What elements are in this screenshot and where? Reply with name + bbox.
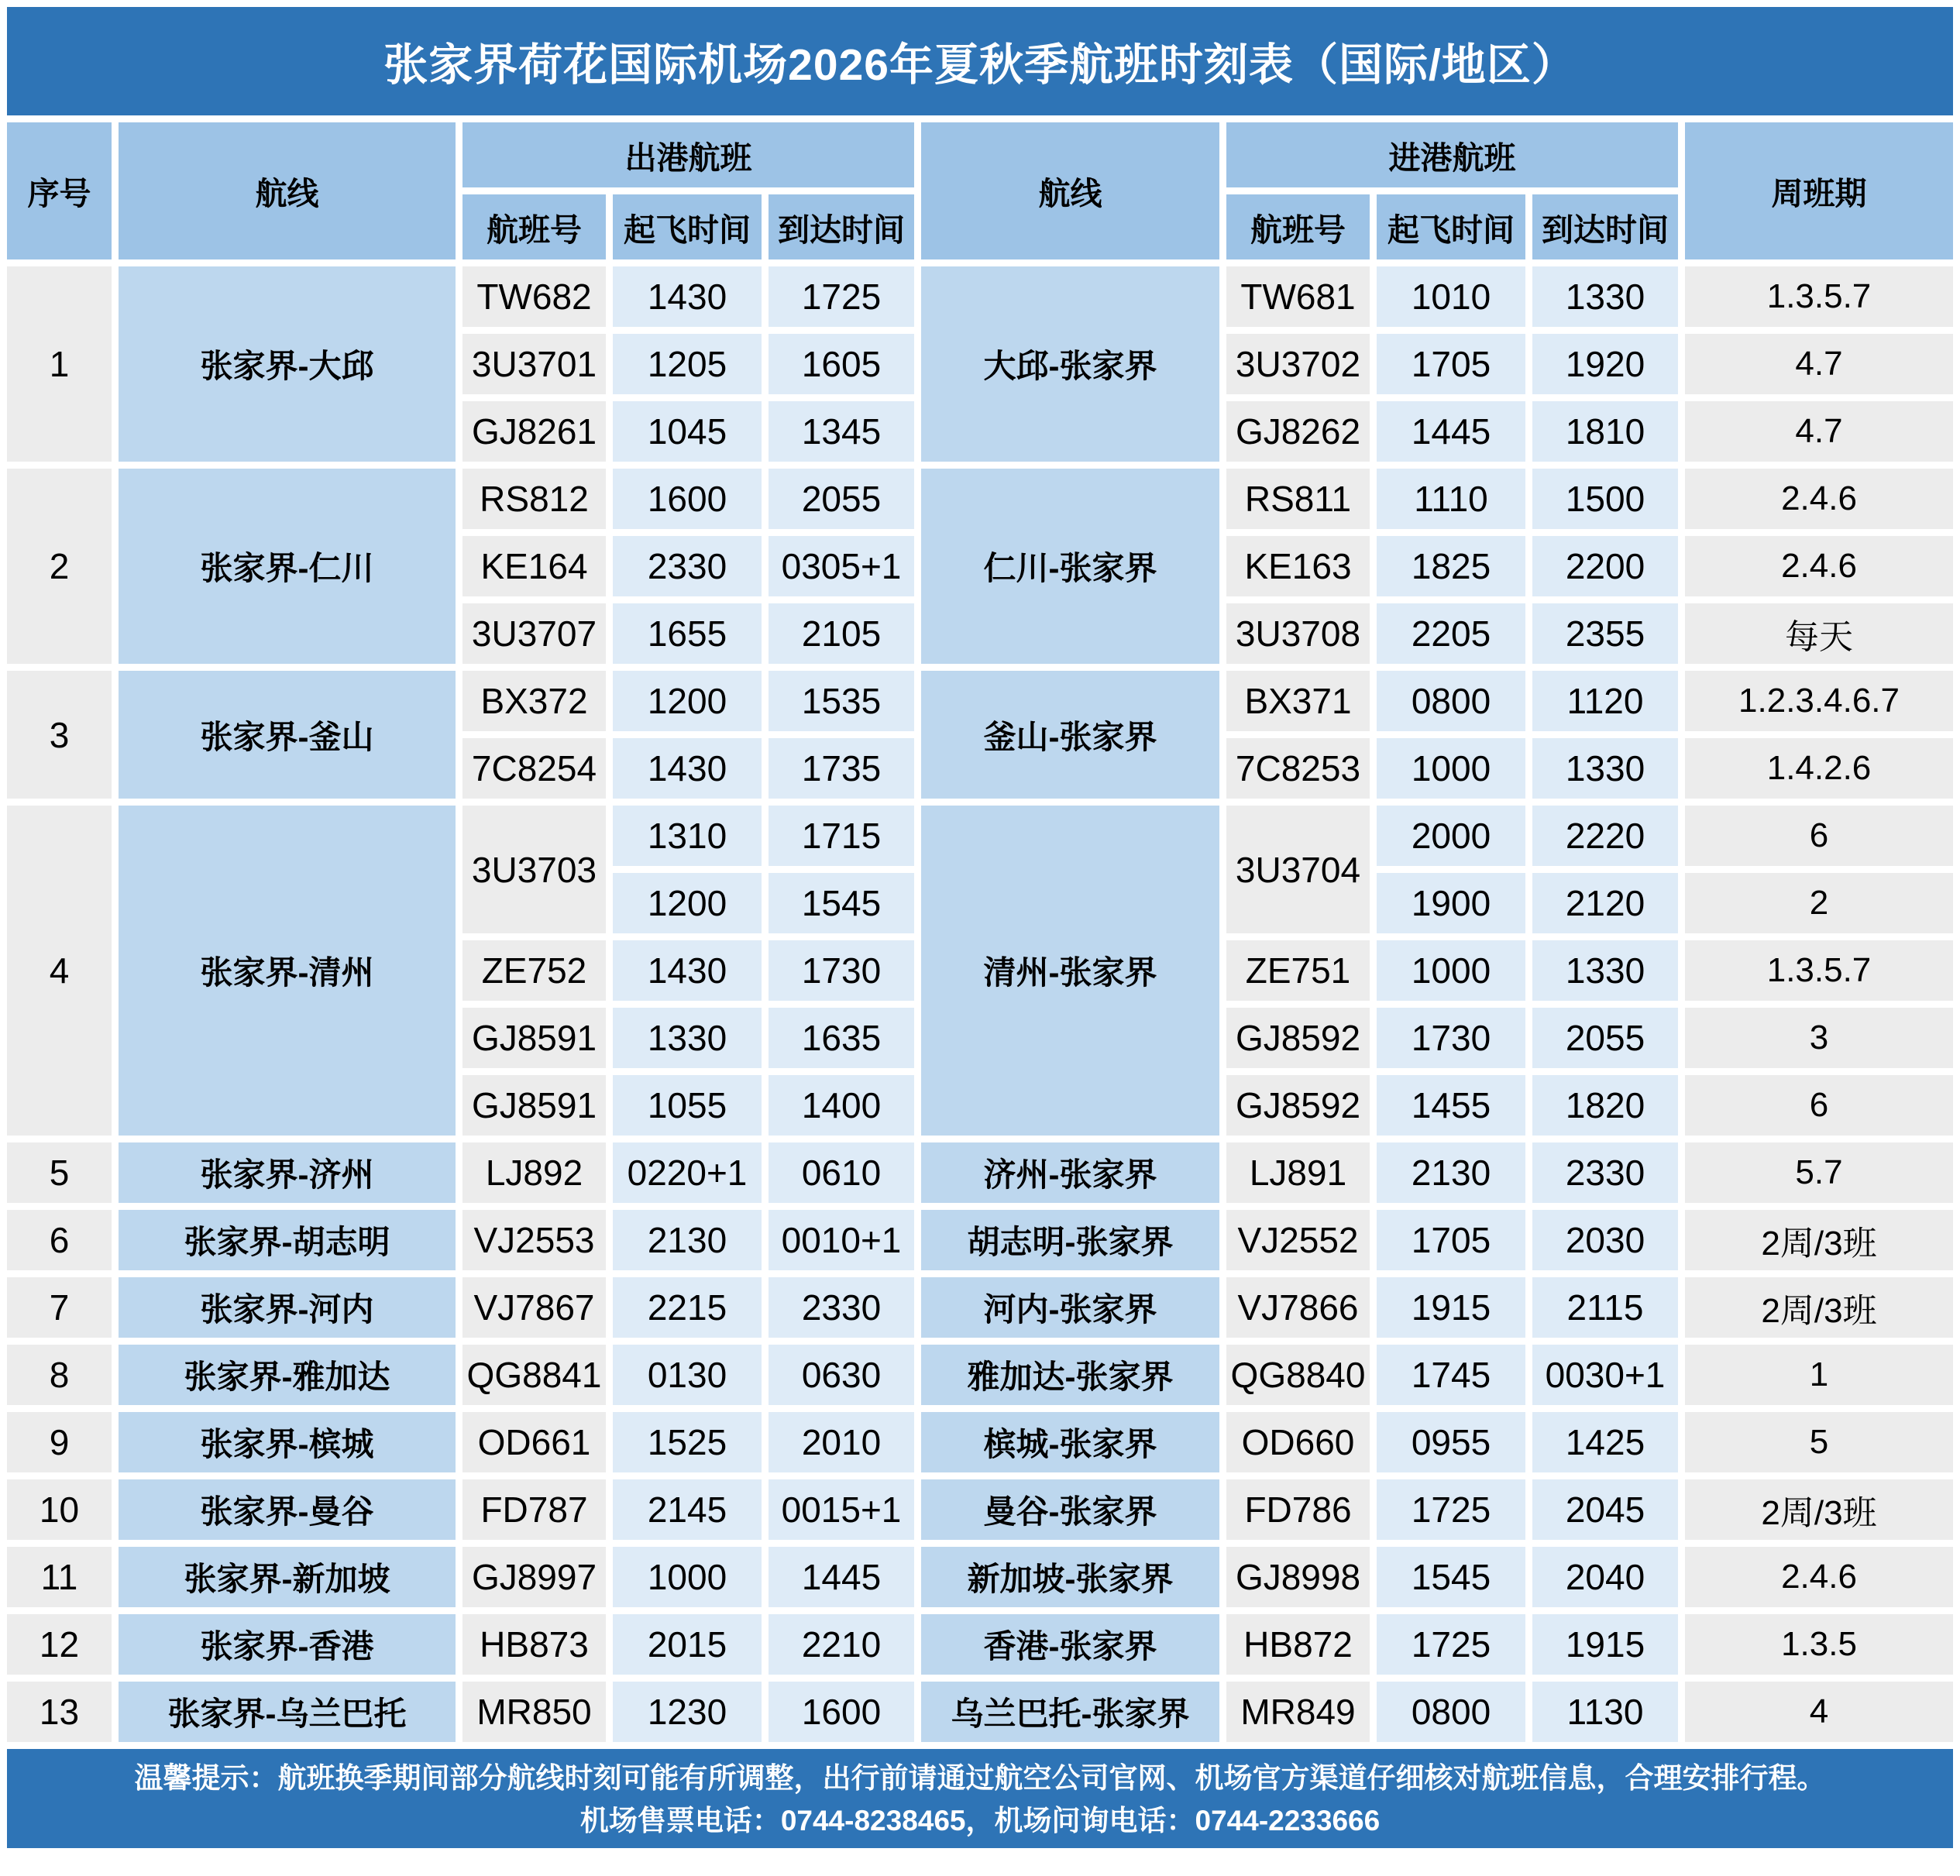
cell-route-in: 河内-张家界 [921,1277,1219,1338]
route-subrow [7,1547,1953,1607]
cell-in-dep-time: 1825 [1377,536,1525,596]
cell-in-dep-time: 2205 [1377,603,1525,664]
cell-out-arr-time: 1605 [769,334,914,394]
cell-route-in: 曼谷-张家界 [921,1479,1219,1540]
cell-in-arr-time: 1915 [1532,1614,1678,1675]
cell-weekly: 2.4.6 [1685,1547,1953,1607]
cell-in-arr-time: 1330 [1532,738,1678,799]
header-out-arr-time: 到达时间 [769,194,914,259]
cell-route-in: 香港-张家界 [921,1614,1219,1675]
cell-weekly: 2周/3班 [1685,1479,1953,1540]
cell-out-dep-time: 1655 [613,603,762,664]
cell-out-dep-time: 2215 [613,1277,762,1338]
cell-in-flight-no: GJ8998 [1226,1547,1370,1607]
cell-out-dep-time: 2130 [613,1210,762,1270]
page-title: 张家界荷花国际机场2026年夏秋季航班时刻表（国际/地区） [7,7,1953,115]
cell-out-arr-time: 0010+1 [769,1210,914,1270]
cell-out-dep-time: 1430 [613,266,762,327]
cell-seq: 4 [7,806,112,1136]
header-out-dep-time: 起飞时间 [613,194,762,259]
cell-route-out: 张家界-釜山 [119,671,456,799]
footer-tip-line: 温馨提示：航班换季期间部分航线时刻可能有所调整，出行前请通过航空公司官网、机场官方渠道仔细核对航班信息，合理安排行程。 [134,1761,1826,1794]
cell-out-arr-time: 1545 [769,873,914,933]
cell-out-dep-time: 1045 [613,401,762,462]
cell-out-dep-time: 1430 [613,738,762,799]
cell-weekly: 4.7 [1685,334,1953,394]
cell-in-dep-time: 1110 [1377,469,1525,529]
cell-route-in: 胡志明-张家界 [921,1210,1219,1270]
cell-in-flight-no: 3U3708 [1226,603,1370,664]
cell-in-arr-time: 1810 [1532,401,1678,462]
cell-out-dep-time: 1430 [613,940,762,1001]
cell-out-flight-no: MR850 [462,1682,606,1742]
footer-notice [7,1749,1953,1848]
cell-weekly: 1.3.5.7 [1685,940,1953,1001]
cell-in-dep-time: 1000 [1377,738,1525,799]
cell-out-arr-time: 1345 [769,401,914,462]
cell-out-flight-no: FD787 [462,1479,606,1540]
cell-in-dep-time: 1725 [1377,1479,1525,1540]
header-seq: 序号 [7,122,112,259]
cell-in-flight-no: HB872 [1226,1614,1370,1675]
cell-out-flight-no: HB873 [462,1614,606,1675]
cell-in-arr-time: 2045 [1532,1479,1678,1540]
cell-out-dep-time: 1205 [613,334,762,394]
cell-out-dep-time: 1230 [613,1682,762,1742]
route-subrow [7,671,1953,731]
cell-seq: 5 [7,1142,112,1203]
cell-weekly: 4 [1685,1682,1953,1742]
cell-route-out: 张家界-河内 [119,1277,456,1338]
cell-out-dep-time: 2015 [613,1614,762,1675]
cell-in-flight-no: GJ8592 [1226,1075,1370,1136]
cell-route-in: 济州-张家界 [921,1142,1219,1203]
cell-weekly: 5.7 [1685,1142,1953,1203]
cell-out-flight-no: GJ8591 [462,1075,606,1136]
cell-out-dep-time: 1200 [613,671,762,731]
cell-out-dep-time: 1310 [613,806,762,866]
cell-in-flight-no: BX371 [1226,671,1370,731]
cell-out-dep-time: 0220+1 [613,1142,762,1203]
cell-in-dep-time: 1900 [1377,873,1525,933]
header-arrival-group: 进港航班 [1226,122,1678,187]
cell-out-arr-time: 0305+1 [769,536,914,596]
cell-out-flight-no: VJ7867 [462,1277,606,1338]
cell-out-flight-no: BX372 [462,671,606,731]
cell-in-flight-no: ZE751 [1226,940,1370,1001]
cell-in-flight-no: QG8840 [1226,1345,1370,1405]
cell-weekly: 6 [1685,1075,1953,1136]
cell-in-dep-time: 1705 [1377,1210,1525,1270]
cell-out-arr-time: 2210 [769,1614,914,1675]
cell-in-arr-time: 1330 [1532,266,1678,327]
cell-out-dep-time: 0130 [613,1345,762,1405]
cell-out-flight-no: 3U3707 [462,603,606,664]
cell-route-out: 张家界-济州 [119,1142,456,1203]
cell-route-in: 雅加达-张家界 [921,1345,1219,1405]
cell-out-dep-time: 1055 [613,1075,762,1136]
cell-out-flight-no: OD661 [462,1412,606,1472]
route-subrow [7,266,1953,327]
cell-out-dep-time: 2330 [613,536,762,596]
cell-seq: 9 [7,1412,112,1472]
cell-in-arr-time: 1130 [1532,1682,1678,1742]
cell-out-flight-no: ZE752 [462,940,606,1001]
cell-out-arr-time: 2105 [769,603,914,664]
cell-in-dep-time: 0955 [1377,1412,1525,1472]
cell-in-flight-no: MR849 [1226,1682,1370,1742]
cell-weekly: 2周/3班 [1685,1277,1953,1338]
route-subrow [7,806,1953,866]
cell-seq: 1 [7,266,112,462]
cell-out-arr-time: 2010 [769,1412,914,1472]
cell-seq: 11 [7,1547,112,1607]
cell-out-flight-no: 3U3701 [462,334,606,394]
cell-out-arr-time: 1730 [769,940,914,1001]
cell-out-flight-no: RS812 [462,469,606,529]
cell-in-dep-time: 2000 [1377,806,1525,866]
cell-in-arr-time: 1425 [1532,1412,1678,1472]
cell-in-arr-time: 0030+1 [1532,1345,1678,1405]
cell-in-arr-time: 1330 [1532,940,1678,1001]
cell-seq: 7 [7,1277,112,1338]
cell-out-flight-no: GJ8261 [462,401,606,462]
cell-weekly: 3 [1685,1008,1953,1068]
cell-in-flight-no: VJ2552 [1226,1210,1370,1270]
cell-out-flight-no: GJ8997 [462,1547,606,1607]
cell-route-in: 清州-张家界 [921,806,1219,1136]
cell-in-dep-time: 1705 [1377,334,1525,394]
cell-in-arr-time: 1820 [1532,1075,1678,1136]
cell-weekly: 2周/3班 [1685,1210,1953,1270]
route-subrow [7,1614,1953,1675]
cell-in-flight-no: KE163 [1226,536,1370,596]
cell-in-flight-no: VJ7866 [1226,1277,1370,1338]
cell-out-arr-time: 1635 [769,1008,914,1068]
cell-out-arr-time: 1735 [769,738,914,799]
cell-route-in: 新加坡-张家界 [921,1547,1219,1607]
cell-route-out: 张家界-香港 [119,1614,456,1675]
cell-in-dep-time: 1010 [1377,266,1525,327]
cell-in-arr-time: 2200 [1532,536,1678,596]
cell-in-flight-no: 7C8253 [1226,738,1370,799]
footer-phone-line: 机场售票电话：0744-8238465，机场问询电话：0744-2233666 [579,1804,1381,1836]
cell-seq: 8 [7,1345,112,1405]
cell-in-dep-time: 2130 [1377,1142,1525,1203]
cell-out-dep-time: 1600 [613,469,762,529]
cell-route-out: 张家界-乌兰巴托 [119,1682,456,1742]
cell-route-in: 大邱-张家界 [921,266,1219,462]
cell-out-arr-time: 1400 [769,1075,914,1136]
cell-in-flight-no: 3U3704 [1226,806,1370,933]
cell-in-arr-time: 1920 [1532,334,1678,394]
header-route-out: 航线 [119,122,456,259]
cell-out-arr-time: 1725 [769,266,914,327]
cell-in-arr-time: 2120 [1532,873,1678,933]
cell-weekly: 1.2.3.4.6.7 [1685,671,1953,731]
cell-in-flight-no: GJ8262 [1226,401,1370,462]
cell-in-arr-time: 2030 [1532,1210,1678,1270]
cell-weekly: 2.4.6 [1685,469,1953,529]
cell-in-flight-no: GJ8592 [1226,1008,1370,1068]
cell-out-arr-time: 1600 [769,1682,914,1742]
cell-out-arr-time: 2330 [769,1277,914,1338]
cell-out-flight-no: TW682 [462,266,606,327]
cell-weekly: 1.3.5.7 [1685,266,1953,327]
cell-route-out: 张家界-新加坡 [119,1547,456,1607]
cell-route-in: 乌兰巴托-张家界 [921,1682,1219,1742]
cell-out-dep-time: 1200 [613,873,762,933]
cell-seq: 12 [7,1614,112,1675]
cell-out-flight-no: 7C8254 [462,738,606,799]
cell-in-arr-time: 2040 [1532,1547,1678,1607]
route-subrow [7,1682,1953,1742]
cell-out-arr-time: 1535 [769,671,914,731]
cell-in-arr-time: 1120 [1532,671,1678,731]
cell-route-out: 张家界-清州 [119,806,456,1136]
cell-out-arr-time: 0015+1 [769,1479,914,1540]
cell-in-arr-time: 2115 [1532,1277,1678,1338]
header-departure-group: 出港航班 [462,122,914,187]
cell-in-dep-time: 1915 [1377,1277,1525,1338]
cell-weekly: 6 [1685,806,1953,866]
header-in-arr-time: 到达时间 [1532,194,1678,259]
cell-in-dep-time: 1545 [1377,1547,1525,1607]
cell-out-flight-no: LJ892 [462,1142,606,1203]
cell-in-arr-time: 2330 [1532,1142,1678,1203]
cell-route-out: 张家界-槟城 [119,1412,456,1472]
cell-in-flight-no: TW681 [1226,266,1370,327]
cell-in-dep-time: 0800 [1377,671,1525,731]
route-subrow [7,1412,1953,1472]
cell-route-in: 釜山-张家界 [921,671,1219,799]
cell-out-arr-time: 1445 [769,1547,914,1607]
cell-seq: 10 [7,1479,112,1540]
header-weekly: 周班期 [1685,122,1953,259]
cell-in-flight-no: LJ891 [1226,1142,1370,1203]
cell-seq: 3 [7,671,112,799]
cell-in-arr-time: 2055 [1532,1008,1678,1068]
header-route-in: 航线 [921,122,1219,259]
route-subrow [7,1277,1953,1338]
cell-in-arr-time: 1500 [1532,469,1678,529]
cell-in-flight-no: 3U3702 [1226,334,1370,394]
cell-in-dep-time: 1745 [1377,1345,1525,1405]
cell-out-dep-time: 1000 [613,1547,762,1607]
cell-out-flight-no: KE164 [462,536,606,596]
header-in-dep-time: 起飞时间 [1377,194,1525,259]
cell-in-flight-no: FD786 [1226,1479,1370,1540]
cell-weekly: 1 [1685,1345,1953,1405]
timetable-body [7,266,1953,1742]
cell-weekly: 4.7 [1685,401,1953,462]
cell-weekly: 2.4.6 [1685,536,1953,596]
header-in-flight-no: 航班号 [1226,194,1370,259]
cell-in-arr-time: 2355 [1532,603,1678,664]
cell-weekly: 每天 [1685,603,1953,664]
cell-out-dep-time: 1525 [613,1412,762,1472]
cell-route-out: 张家界-曼谷 [119,1479,456,1540]
cell-out-dep-time: 2145 [613,1479,762,1540]
cell-in-flight-no: OD660 [1226,1412,1370,1472]
cell-seq: 13 [7,1682,112,1742]
cell-out-arr-time: 0630 [769,1345,914,1405]
cell-in-dep-time: 1725 [1377,1614,1525,1675]
cell-out-arr-time: 1715 [769,806,914,866]
cell-out-flight-no: VJ2553 [462,1210,606,1270]
cell-weekly: 2 [1685,873,1953,933]
cell-route-out: 张家界-仁川 [119,469,456,664]
route-subrow [7,1479,1953,1540]
cell-in-flight-no: RS811 [1226,469,1370,529]
cell-out-arr-time: 0610 [769,1142,914,1203]
cell-in-dep-time: 1000 [1377,940,1525,1001]
cell-route-out: 张家界-大邱 [119,266,456,462]
cell-in-dep-time: 0800 [1377,1682,1525,1742]
cell-route-in: 仁川-张家界 [921,469,1219,664]
cell-weekly: 1.4.2.6 [1685,738,1953,799]
cell-weekly: 5 [1685,1412,1953,1472]
route-subrow [7,469,1953,529]
header-out-flight-no: 航班号 [462,194,606,259]
cell-weekly: 1.3.5 [1685,1614,1953,1675]
route-subrow [7,1142,1953,1203]
cell-route-out: 张家界-雅加达 [119,1345,456,1405]
cell-in-dep-time: 1455 [1377,1075,1525,1136]
cell-in-dep-time: 1445 [1377,401,1525,462]
cell-out-flight-no: 3U3703 [462,806,606,933]
route-subrow [7,1210,1953,1270]
cell-out-flight-no: QG8841 [462,1345,606,1405]
cell-route-in: 槟城-张家界 [921,1412,1219,1472]
cell-out-flight-no: GJ8591 [462,1008,606,1068]
cell-out-arr-time: 2055 [769,469,914,529]
cell-out-dep-time: 1330 [613,1008,762,1068]
cell-route-out: 张家界-胡志明 [119,1210,456,1270]
cell-seq: 2 [7,469,112,664]
cell-seq: 6 [7,1210,112,1270]
cell-in-dep-time: 1730 [1377,1008,1525,1068]
route-subrow [7,1345,1953,1405]
cell-in-arr-time: 2220 [1532,806,1678,866]
